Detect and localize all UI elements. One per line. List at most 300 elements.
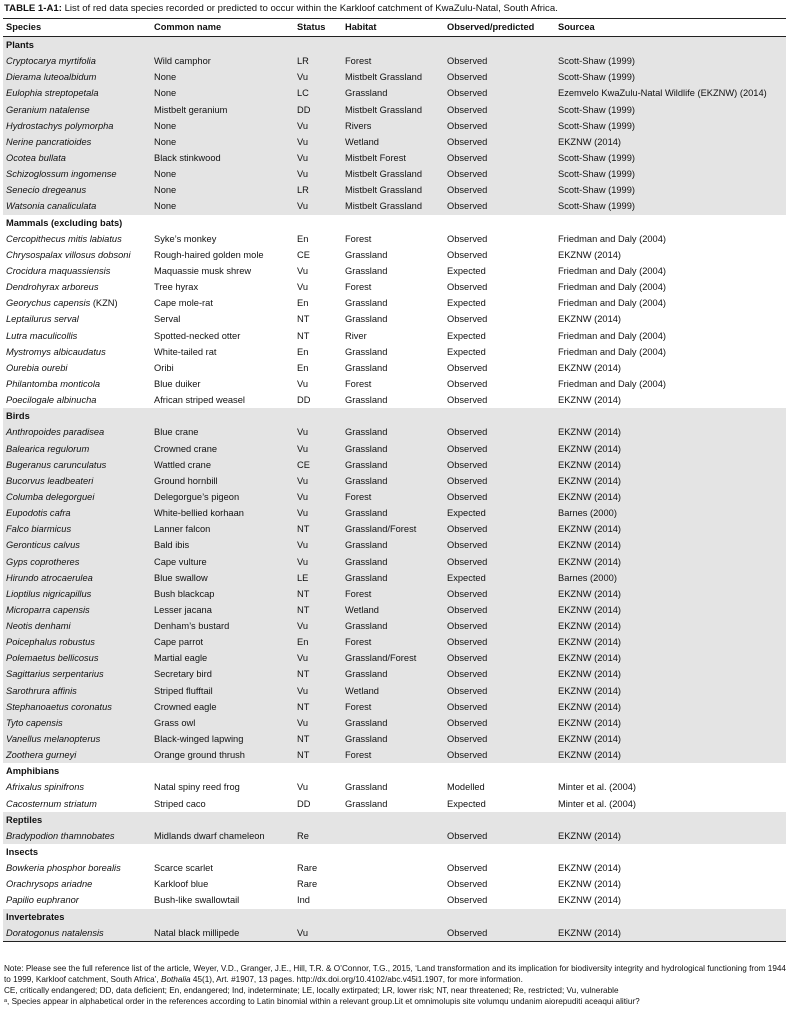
cell-common-name: Blue crane: [154, 427, 199, 438]
cell-species: [6, 537, 80, 553]
cell-source: EKZNW (2014): [558, 314, 622, 325]
cell-source: Ezemvelo KwaZulu-Natal Wildlife (EKZNW) (2014): [558, 88, 767, 99]
table-row: [3, 537, 786, 553]
cell-source: Friedman and Daly (2004): [558, 233, 666, 244]
cell-observed: Observed: [447, 443, 488, 454]
species-name: Falco biarmicus: [6, 524, 72, 535]
species-name: Lioptilus nigricapillus: [6, 588, 92, 599]
cell-observed: Expected: [447, 346, 486, 357]
cell-species: [6, 295, 118, 311]
cell-source: Friedman and Daly (2004): [558, 282, 666, 293]
cell-source: Barnes (2000): [558, 572, 617, 583]
cell-common-name: Natal black millipede: [154, 927, 240, 938]
cell-common-name: Lesser jacana: [154, 604, 212, 615]
cell-species: [6, 424, 104, 440]
cell-status: Vu: [297, 782, 309, 793]
cell-common-name: Crowned eagle: [154, 701, 217, 712]
cell-status: NT: [297, 701, 310, 712]
cell-observed: Observed: [447, 282, 488, 293]
cell-source: EKZNW (2014): [558, 540, 622, 551]
cell-habitat: Grassland: [345, 734, 388, 745]
species-name: Tyto capensis: [6, 717, 63, 728]
cell-source: EKZNW (2014): [558, 750, 622, 761]
cell-observed: Observed: [447, 185, 488, 196]
cell-common-name: Crowned crane: [154, 443, 218, 454]
species-name: Geranium natalense: [6, 104, 90, 115]
cell-status: Vu: [297, 508, 309, 519]
cell-status: En: [297, 233, 309, 244]
cell-status: DD: [297, 798, 311, 809]
cell-status: NT: [297, 314, 310, 325]
cell-species: [6, 53, 96, 69]
cell-species: [6, 134, 91, 150]
table-row: [3, 876, 786, 892]
table-row: [3, 731, 786, 747]
cell-source: EKZNW (2014): [558, 669, 622, 680]
group-name: Amphibians: [6, 766, 60, 777]
table-row: [3, 618, 786, 634]
cell-status: Vu: [297, 540, 309, 551]
cell-habitat: Grassland: [345, 249, 388, 260]
cell-common-name: Striped caco: [154, 798, 206, 809]
table-row: [3, 699, 786, 715]
cell-species: [6, 602, 90, 618]
cell-common-name: Lanner falcon: [154, 524, 211, 535]
cell-species: [6, 489, 94, 505]
cell-habitat: Mistbelt Grassland: [345, 201, 422, 212]
cell-species: [6, 699, 112, 715]
species-table: [3, 18, 786, 942]
cell-status: Vu: [297, 653, 309, 664]
cell-species: [6, 554, 79, 570]
cell-common-name: None: [154, 72, 177, 83]
cell-habitat: Grassland: [345, 717, 388, 728]
cell-source: EKZNW (2014): [558, 863, 622, 874]
species-name: Neotis denhami: [6, 621, 71, 632]
cell-status: En: [297, 346, 309, 357]
cell-habitat: Grassland/Forest: [345, 524, 417, 535]
cell-source: Scott-Shaw (1999): [558, 185, 635, 196]
table-row: [3, 892, 786, 908]
cell-status: Vu: [297, 72, 309, 83]
cell-species: [6, 360, 68, 376]
cell-observed: Observed: [447, 750, 488, 761]
cell-common-name: Cape parrot: [154, 637, 204, 648]
cell-common-name: Spotted-necked otter: [154, 330, 241, 341]
table-row: [3, 392, 786, 408]
cell-habitat: Wetland: [345, 604, 379, 615]
table-row: [3, 554, 786, 570]
header-species: Species: [6, 22, 42, 32]
cell-common-name: Bush-like swallowtail: [154, 895, 240, 906]
cell-species: [6, 231, 122, 247]
species-name: Georychus capensis: [6, 298, 91, 309]
cell-species: [6, 247, 131, 263]
cell-source: EKZNW (2014): [558, 830, 622, 841]
cell-habitat: Wetland: [345, 136, 379, 147]
species-name: Doratogonus natalensis: [6, 927, 104, 938]
cell-species: [6, 683, 77, 699]
cell-status: Ind: [297, 895, 310, 906]
group-name: Plants: [6, 40, 34, 50]
cell-common-name: Martial eagle: [154, 653, 208, 664]
species-name: Balearica regulorum: [6, 443, 90, 454]
cell-habitat: Grassland: [345, 395, 388, 406]
cell-species: [6, 860, 121, 876]
group-header-row: [3, 844, 786, 860]
cell-status: Vu: [297, 427, 309, 438]
cell-common-name: Serval: [154, 314, 181, 325]
cell-status: LE: [297, 572, 309, 583]
group-header-row: [3, 812, 786, 828]
species-name: Schizoglossum ingomense: [6, 169, 117, 180]
table-row: [3, 666, 786, 682]
cell-habitat: Grassland: [345, 540, 388, 551]
cell-status: CE: [297, 459, 310, 470]
table-row: [3, 328, 786, 344]
cell-observed: Observed: [447, 459, 488, 470]
cell-habitat: Mistbelt Grassland: [345, 185, 422, 196]
table-row: [3, 747, 786, 763]
table-row: [3, 198, 786, 214]
cell-status: Vu: [297, 927, 309, 938]
cell-observed: Observed: [447, 637, 488, 648]
cell-status: Vu: [297, 491, 309, 502]
species-name: Chrysospalax villosus dobsoni: [6, 249, 131, 260]
cell-species: [6, 69, 96, 85]
table-row: [3, 182, 786, 198]
species-name: Orachrysops ariadne: [6, 879, 93, 890]
cell-species: [6, 747, 76, 763]
cell-common-name: Wattled crane: [154, 459, 212, 470]
cell-observed: Expected: [447, 508, 486, 519]
species-name: Dierama luteoalbidum: [6, 72, 97, 83]
cell-source: Scott-Shaw (1999): [558, 169, 635, 180]
cell-status: NT: [297, 588, 310, 599]
cell-species: [6, 198, 96, 214]
cell-habitat: Grassland: [345, 346, 388, 357]
group-name: Insects: [6, 847, 39, 858]
cell-observed: Observed: [447, 734, 488, 745]
cell-habitat: Forest: [345, 701, 372, 712]
cell-observed: Observed: [447, 169, 488, 180]
species-name: Polemaetus bellicosus: [6, 653, 99, 664]
cell-source: EKZNW (2014): [558, 524, 622, 535]
cell-status: CE: [297, 249, 310, 260]
cell-observed: Observed: [447, 863, 488, 874]
cell-observed: Observed: [447, 830, 488, 841]
cell-common-name: Grass owl: [154, 717, 196, 728]
cell-observed: Expected: [447, 298, 486, 309]
cell-common-name: Scarce scarlet: [154, 863, 213, 874]
species-name: Cryptocarya myrtifolia: [6, 56, 96, 67]
cell-habitat: Forest: [345, 233, 372, 244]
cell-species: [6, 279, 99, 295]
cell-observed: Expected: [447, 798, 486, 809]
cell-observed: Observed: [447, 88, 488, 99]
cell-status: Vu: [297, 621, 309, 632]
header-source: Sourcea: [558, 22, 595, 32]
species-name: Hirundo atrocaerulea: [6, 572, 93, 583]
cell-common-name: Ground hornbill: [154, 475, 218, 486]
cell-habitat: Grassland: [345, 798, 388, 809]
cell-source: EKZNW (2014): [558, 685, 622, 696]
species-name: Papilio euphranor: [6, 895, 79, 906]
species-name: Ocotea bullata: [6, 152, 66, 163]
species-name: Anthropoides paradisea: [6, 427, 105, 438]
species-name: Sarothrura affinis: [6, 685, 77, 696]
cell-observed: Observed: [447, 104, 488, 115]
species-name: Lutra maculicollis: [6, 330, 78, 341]
table-row: [3, 796, 786, 812]
species-name: Gyps coprotheres: [6, 556, 80, 567]
cell-common-name: Bald ibis: [154, 540, 190, 551]
cell-status: En: [297, 362, 309, 373]
cell-status: NT: [297, 524, 310, 535]
cell-observed: Observed: [447, 475, 488, 486]
table-row: [3, 860, 786, 876]
cell-observed: Expected: [447, 330, 486, 341]
cell-status: Vu: [297, 120, 309, 131]
cell-species: [6, 876, 92, 892]
table-notes: [4, 963, 786, 1007]
cell-status: Re: [297, 830, 309, 841]
cell-habitat: Grassland: [345, 508, 388, 519]
cell-common-name: Maquassie musk shrew: [154, 265, 252, 276]
cell-observed: Observed: [447, 685, 488, 696]
cell-status: NT: [297, 330, 310, 341]
species-name: Poecilogale albinucha: [6, 395, 97, 406]
cell-source: EKZNW (2014): [558, 621, 622, 632]
species-name: Poicephalus robustus: [6, 637, 95, 648]
cell-species: [6, 634, 95, 650]
cell-habitat: Grassland: [345, 459, 388, 470]
group-name: Reptiles: [6, 814, 43, 825]
table-row: [3, 376, 786, 392]
cell-source: EKZNW (2014): [558, 653, 622, 664]
cell-habitat: Forest: [345, 750, 372, 761]
cell-source: Friedman and Daly (2004): [558, 346, 666, 357]
cell-source: Friedman and Daly (2004): [558, 298, 666, 309]
caption-text: List of red data species recorded or predicted to occur within the Karkloof catchment of KwaZulu-Natal, South Africa.: [64, 3, 558, 14]
table-row: [3, 231, 786, 247]
cell-observed: Observed: [447, 879, 488, 890]
cell-source: Friedman and Daly (2004): [558, 378, 666, 389]
cell-habitat: Grassland: [345, 265, 388, 276]
cell-source: Friedman and Daly (2004): [558, 265, 666, 276]
cell-status: NT: [297, 604, 310, 615]
table-row: [3, 295, 786, 311]
cell-observed: Observed: [447, 233, 488, 244]
cell-species: [6, 392, 96, 408]
cell-common-name: Bush blackcap: [154, 588, 215, 599]
cell-species: [6, 311, 79, 327]
cell-common-name: Black stinkwood: [154, 152, 221, 163]
cell-habitat: Mistbelt Forest: [345, 152, 406, 163]
cell-common-name: Midlands dwarf chameleon: [154, 830, 265, 841]
cell-observed: Observed: [447, 314, 488, 325]
header-status: Status: [297, 22, 326, 32]
cell-source: EKZNW (2014): [558, 637, 622, 648]
cell-observed: Observed: [447, 556, 488, 567]
header-common-name: Common name: [154, 22, 222, 32]
cell-source: Scott-Shaw (1999): [558, 201, 635, 212]
note-text: Note: Please see the full reference list of the article, Weyer, V.D., Granger, J.E., Hill, T.R. & O’Connor, T.G., 2015, ‘Land transformation and its implication for biodiversity integrity and hydrological functioning from 1944 to 1999, Karkloof catchment, South Africa’,: [4, 964, 786, 984]
cell-source: EKZNW (2014): [558, 701, 622, 712]
cell-status: NT: [297, 669, 310, 680]
cell-species: [6, 666, 104, 682]
cell-observed: Observed: [447, 653, 488, 664]
cell-observed: Observed: [447, 378, 488, 389]
cell-species: [6, 344, 106, 360]
cell-source: EKZNW (2014): [558, 556, 622, 567]
species-name: Columba delegorguei: [6, 491, 95, 502]
species-name: Cacosternum striatum: [6, 798, 97, 809]
group-header-row: [3, 215, 786, 231]
table-caption: [4, 3, 558, 14]
table-row: [3, 602, 786, 618]
cell-species: [6, 892, 79, 908]
table-row: [3, 441, 786, 457]
species-name: Leptailurus serval: [6, 314, 79, 325]
species-name: Geronticus calvus: [6, 540, 80, 551]
species-name: Hydrostachys polymorpha: [6, 120, 114, 131]
cell-status: Rare: [297, 879, 318, 890]
table-row: [3, 263, 786, 279]
cell-source: EKZNW (2014): [558, 895, 622, 906]
cell-status: Vu: [297, 475, 309, 486]
cell-status: Vu: [297, 169, 309, 180]
table-header-row: [3, 19, 786, 37]
cell-habitat: Grassland: [345, 443, 388, 454]
cell-species: [6, 102, 90, 118]
cell-observed: Observed: [447, 895, 488, 906]
cell-habitat: Forest: [345, 56, 372, 67]
cell-common-name: None: [154, 185, 177, 196]
group-header-row: [3, 763, 786, 779]
cell-observed: Observed: [447, 56, 488, 67]
cell-common-name: Karkloof blue: [154, 879, 209, 890]
table-row: [3, 118, 786, 134]
cell-status: Vu: [297, 282, 309, 293]
table-row: [3, 457, 786, 473]
cell-status: Vu: [297, 152, 309, 163]
cell-species: [6, 182, 86, 198]
cell-habitat: Grassland: [345, 88, 388, 99]
cell-habitat: Grassland: [345, 572, 388, 583]
table-row: [3, 360, 786, 376]
cell-source: EKZNW (2014): [558, 136, 622, 147]
table-row: [3, 715, 786, 731]
cell-source: Scott-Shaw (1999): [558, 104, 635, 115]
group-header-row: [3, 909, 786, 925]
caption-label: TABLE 1-A1:: [4, 3, 62, 14]
table-row: [3, 489, 786, 505]
cell-habitat: Forest: [345, 491, 372, 502]
cell-status: LC: [297, 88, 309, 99]
table-row: [3, 102, 786, 118]
cell-status: En: [297, 298, 309, 309]
cell-habitat: Grassland: [345, 556, 388, 567]
cell-status: LR: [297, 56, 309, 67]
cell-observed: Observed: [447, 120, 488, 131]
cell-observed: Observed: [447, 249, 488, 260]
cell-common-name: Striped flufftail: [154, 685, 213, 696]
cell-habitat: Grassland/Forest: [345, 653, 417, 664]
cell-observed: Observed: [447, 491, 488, 502]
cell-common-name: White-bellied korhaan: [154, 508, 244, 519]
cell-common-name: Natal spiny reed frog: [154, 782, 240, 793]
cell-source: EKZNW (2014): [558, 604, 622, 615]
cell-species: [6, 263, 110, 279]
cell-source: EKZNW (2014): [558, 395, 622, 406]
species-name: Dendrohyrax arboreus: [6, 282, 99, 293]
species-name: Bradypodion thamnobates: [6, 830, 115, 841]
table-row: [3, 150, 786, 166]
cell-source: Scott-Shaw (1999): [558, 120, 635, 131]
cell-source: EKZNW (2014): [558, 475, 622, 486]
cell-common-name: Wild camphor: [154, 56, 211, 67]
species-name: Stephanoaetus coronatus: [6, 701, 112, 712]
table-row: [3, 779, 786, 795]
cell-source: EKZNW (2014): [558, 717, 622, 728]
table-row: [3, 650, 786, 666]
cell-habitat: Forest: [345, 637, 372, 648]
cell-status: DD: [297, 395, 311, 406]
cell-observed: Observed: [447, 136, 488, 147]
cell-common-name: African striped weasel: [154, 395, 245, 406]
table-row: [3, 134, 786, 150]
table-row: [3, 925, 786, 941]
group-name: Mammals (excluding bats): [6, 217, 123, 228]
cell-common-name: Rough-haired golden mole: [154, 249, 264, 260]
table-row: [3, 85, 786, 101]
cell-habitat: Wetland: [345, 685, 379, 696]
cell-species: [6, 715, 63, 731]
cell-habitat: Forest: [345, 588, 372, 599]
table-row: [3, 424, 786, 440]
cell-common-name: Cape vulture: [154, 556, 207, 567]
table-row: [3, 279, 786, 295]
header-habitat: Habitat: [345, 22, 377, 32]
cell-status: NT: [297, 734, 310, 745]
cell-observed: Observed: [447, 152, 488, 163]
species-name: Sagittarius serpentarius: [6, 669, 104, 680]
cell-observed: Observed: [447, 72, 488, 83]
cell-common-name: Tree hyrax: [154, 282, 199, 293]
cell-observed: Expected: [447, 265, 486, 276]
cell-species: [6, 796, 97, 812]
cell-status: Vu: [297, 556, 309, 567]
cell-species: [6, 85, 99, 101]
cell-habitat: Grassland: [345, 298, 388, 309]
species-name: Watsonia canaliculata: [6, 201, 97, 212]
cell-source: EKZNW (2014): [558, 588, 622, 599]
cell-species: [6, 457, 106, 473]
cell-source: EKZNW (2014): [558, 927, 622, 938]
cell-common-name: None: [154, 169, 177, 180]
cell-status: Rare: [297, 863, 318, 874]
cell-species: [6, 150, 66, 166]
species-name: Bowkeria phosphor borealis: [6, 863, 121, 874]
cell-observed: Modelled: [447, 782, 485, 793]
cell-species: [6, 505, 71, 521]
cell-habitat: Forest: [345, 378, 372, 389]
cell-species: [6, 473, 93, 489]
species-name: Eulophia streptopetala: [6, 88, 99, 99]
cell-status: En: [297, 637, 309, 648]
cell-common-name: None: [154, 120, 177, 131]
